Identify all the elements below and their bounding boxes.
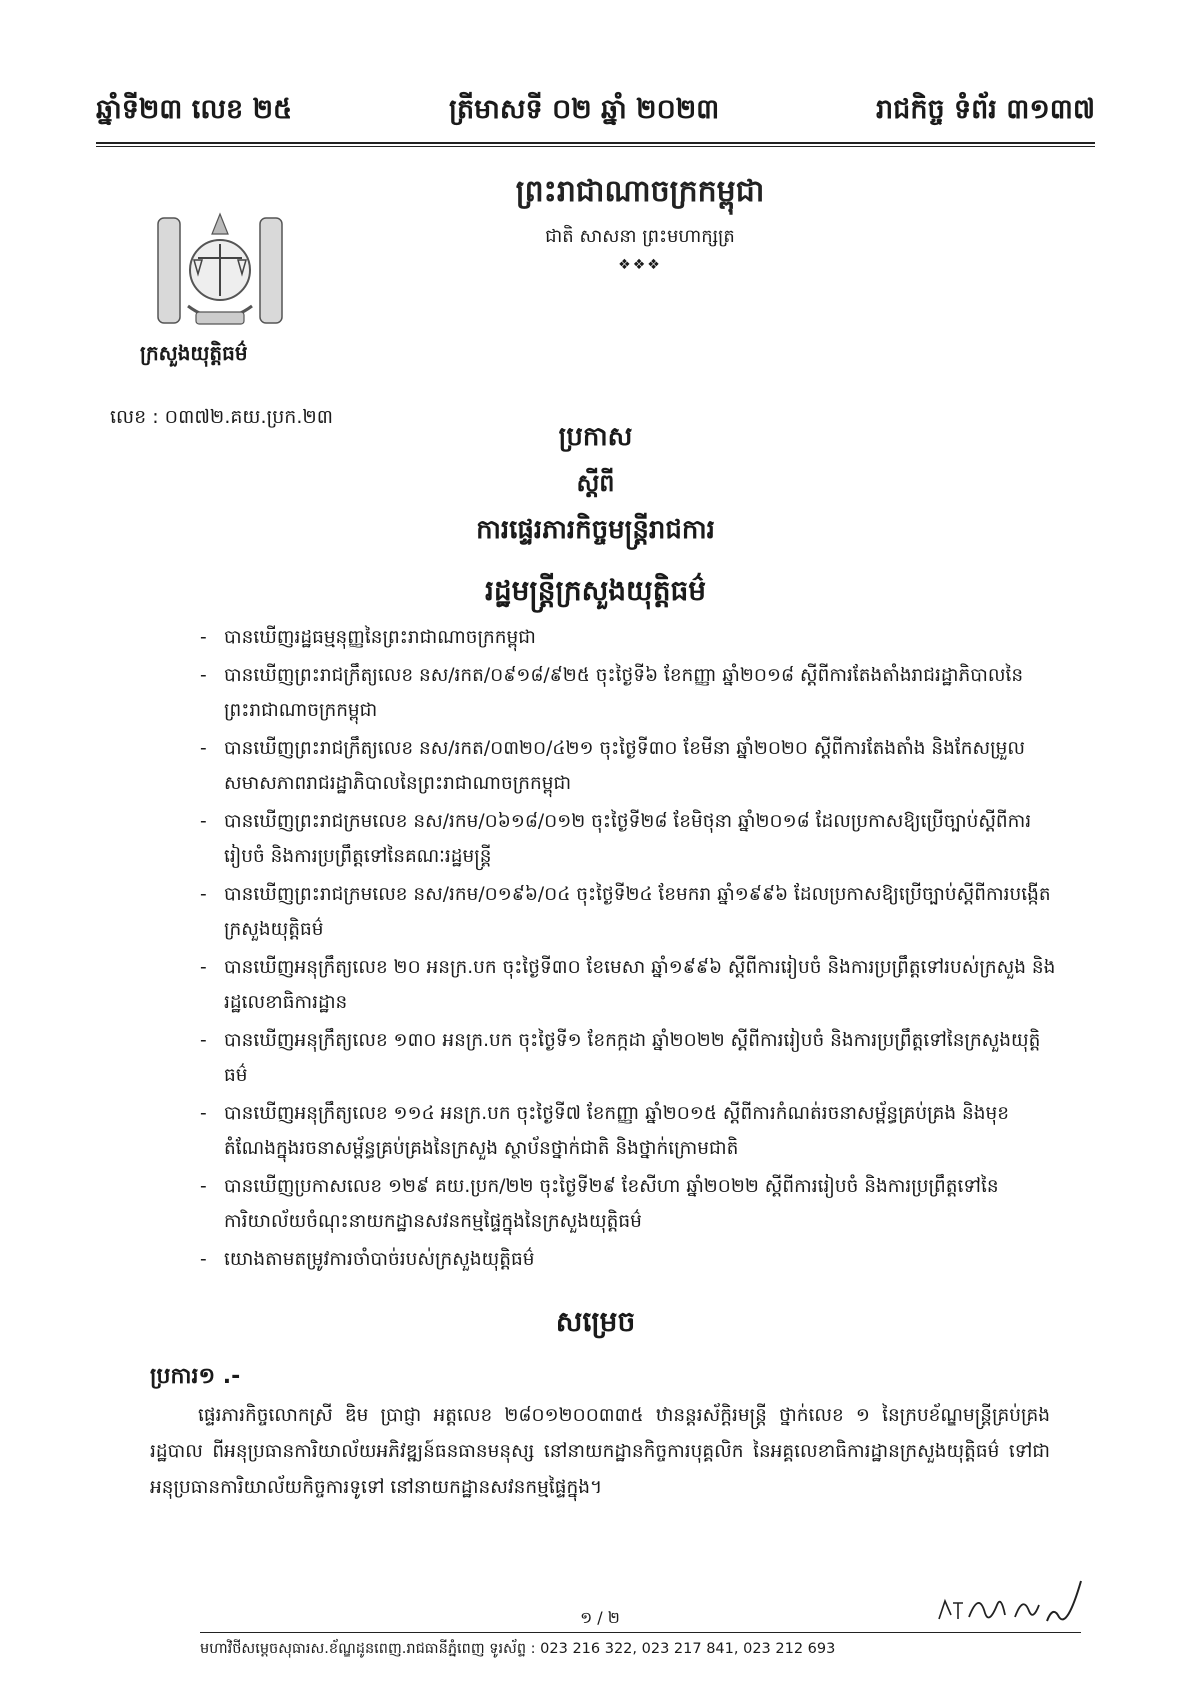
kingdom-ornament: ❖❖❖ [618, 257, 662, 273]
whereas-item: - យោងតាមតម្រូវការចាំបាច់របស់ក្រសួងយុត្តិធម៌ [200, 1242, 1060, 1277]
doc-issuer: រដ្ឋមន្ត្រីក្រសួងយុត្តិធម៌ [484, 574, 707, 607]
kingdom-motto: ជាតិ សាសនា ព្រះមហាក្សត្រ [545, 226, 735, 247]
gazette-header [96, 86, 1095, 132]
doc-about: ស្តីពី [576, 469, 615, 497]
doc-type: ប្រកាស [558, 422, 633, 452]
whereas-item: - បានឃើញរដ្ឋធម្មនុញ្ញនៃព្រះរាជាណាចក្រកម្ពុជា [200, 620, 1060, 655]
article-heading: ប្រការ១ .- [150, 1364, 241, 1389]
header-rule-secondary [96, 146, 1095, 147]
whereas-item: - បានឃើញប្រកាសលេខ ១២៩ គយ.ប្រក/២២ ចុះថ្ងៃទី២៩ ខែសីហា ឆ្នាំ២០២២ ស្តីពីការរៀបចំ និងការប្រព្រឹត្តទៅនៃការិយាល័យចំណុះនាយកដ្ឋានសវនកម្មផ្ទៃក្នុងនៃក្រសួងយុត្តិធម៌ [200, 1169, 1060, 1239]
whereas-item: - បានឃើញអនុក្រឹត្យលេខ ១១៤ អនក្រ.បក ចុះថ្ងៃទី៧ ខែកញ្ញា ឆ្នាំ២០១៥ ស្តីពីការកំណត់រចនាសម្ព័ន្ធគ្រប់គ្រង និងមុខតំណែងក្នុងរចនាសម្ព័ន្ធគ្រប់គ្រងនៃក្រសួង ស្ថាប័នថ្នាក់ជាតិ និងថ្នាក់ក្រោមជាតិ [200, 1096, 1060, 1166]
whereas-item: - បានឃើញអនុក្រឹត្យលេខ ២០ អនក្រ.បក ចុះថ្ងៃទី៣០ ខែមេសា ឆ្នាំ១៩៩៦ ស្តីពីការរៀបចំ និងការប្រព្រឹត្តទៅរបស់ក្រសួង និងរដ្ឋលេខាធិការដ្ឋាន [200, 950, 1060, 1020]
gazette-issue: ឆ្នាំទី២៣ លេខ ២៥ [96, 94, 293, 125]
whereas-list [200, 620, 1060, 1280]
whereas-item: - បានឃើញព្រះរាជក្រឹត្យលេខ នស/រកត/០៣២០/៤២១ ចុះថ្ងៃទី៣០ ខែមីនា ឆ្នាំ២០២០ ស្តីពីការតែងតាំង និងកែសម្រួលសមាសភាពរាជរដ្ឋាភិបាលនៃព្រះរាជាណាចក្រកម្ពុជា [200, 731, 1060, 801]
footer-address: មហាវិថីសម្តេចសុធារស.ខ័ណ្ឌដូនពេញ.រាជធានីភ្នំពេញ ទូរស័ព្ទ : 023 216 322, 023 217 841, 023 212 693 [200, 1641, 836, 1657]
page-number: ១ / ២ [580, 1608, 620, 1627]
whereas-item: - បានឃើញព្រះរាជក្រមលេខ នស/រកម/០១៩៦/០៤ ចុះថ្ងៃទី២៤ ខែមករា ឆ្នាំ១៩៩៦ ដែលប្រកាសឱ្យប្រើច្បាប់ស្តីពីការបង្កើតក្រសួងយុត្តិធម៌ [200, 877, 1060, 947]
title-block [300, 420, 891, 614]
reference-number: លេខ : ០៣៧២.គយ.ប្រក.២៣ [110, 406, 333, 428]
kingdom-name: ព្រះរាជាណាចក្រកម្ពុជា [515, 174, 765, 209]
signature-initials-icon [935, 1575, 1085, 1635]
header-rule [96, 142, 1095, 144]
gazette-quarter: ត្រីមាសទី ០២ ឆ្នាំ ២០២៣ [448, 94, 720, 125]
ministry-emblem-icon [150, 208, 290, 338]
gazette-page-ref: រាជកិច្ច ទំព័រ ៣១៣៧ [876, 94, 1095, 125]
doc-subject: ការផ្ទេរភារកិច្ចមន្ត្រីរាជការ [476, 515, 715, 545]
whereas-item: - បានឃើញអនុក្រឹត្យលេខ ១៣០ អនក្រ.បក ចុះថ្ងៃទី១ ខែកក្កដា ឆ្នាំ២០២២ ស្តីពីការរៀបចំ និងការប្រព្រឹត្តទៅនៃក្រសួងយុត្តិធម៌ [200, 1023, 1060, 1093]
whereas-item: - បានឃើញព្រះរាជក្រឹត្យលេខ នស/រកត/០៩១៨/៩២៥ ចុះថ្ងៃទី៦ ខែកញ្ញា ឆ្នាំ២០១៨ ស្តីពីការតែងតាំងរាជរដ្ឋាភិបាលនៃព្រះរាជាណាចក្រកម្ពុជា [200, 658, 1060, 728]
kingdom-heading [360, 172, 920, 273]
ministry-name: ក្រសួងយុត្តិធម៌ [140, 341, 248, 365]
whereas-item: - បានឃើញព្រះរាជក្រមលេខ នស/រកម/០៦១៨/០១២ ចុះថ្ងៃទី២៨ ខែមិថុនា ឆ្នាំ២០១៨ ដែលប្រកាសឱ្យប្រើច្បាប់ស្តីពីការរៀបចំ និងការប្រព្រឹត្តទៅនៃគណៈរដ្ឋមន្ត្រី [200, 804, 1060, 874]
decision-heading: សម្រេច [555, 1305, 636, 1338]
article-body: ផ្ទេរភារកិច្ចលោកស្រី ឌិម ប្រាជ្ញា អត្តលេខ ២៨០១២០០៣៣៥ ឋានន្តរស័ក្តិរមន្ត្រី ថ្នាក់លេខ ១ នៃក្របខ័ណ្ឌមន្ត្រីគ្រប់គ្រងរដ្ឋបាល ពីអនុប្រធានការិយាល័យអភិវឌ្ឍន៍ធនធានមនុស្ស នៅនាយកដ្ឋានកិច្ចការបុគ្គលិក នៃអគ្គលេខាធិការដ្ឋានក្រសួងយុត្តិធម៌ ទៅជាអនុប្រធានការិយាល័យកិច្ចការទូទៅ នៅនាយកដ្ឋានសវនកម្មផ្ទៃក្នុង។ [150, 1405, 1050, 1498]
footer-rule [200, 1632, 1081, 1633]
